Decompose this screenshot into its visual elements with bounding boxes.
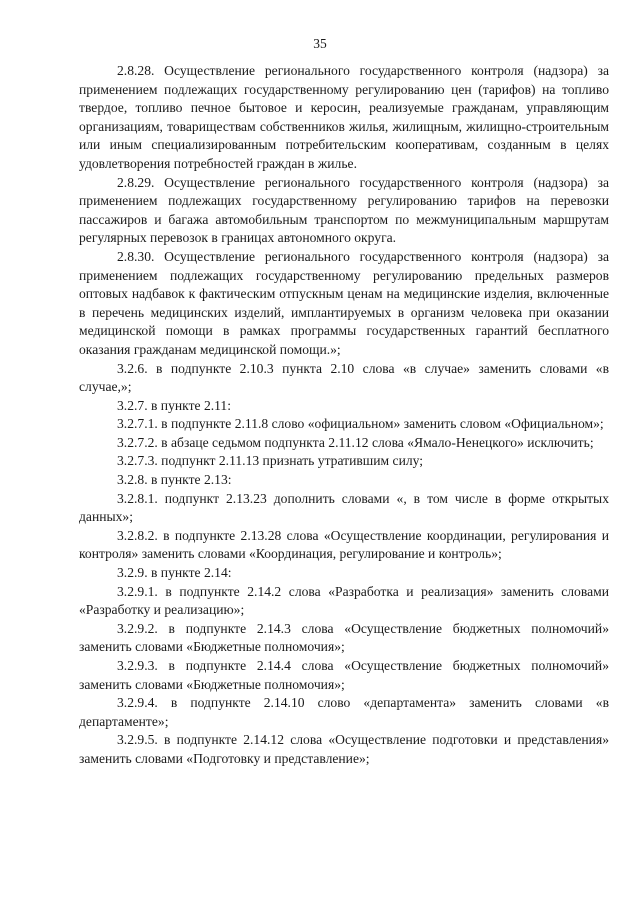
paragraph-3-2-9: 3.2.9. в пункте 2.14: bbox=[117, 565, 232, 581]
paragraph-3-2-9-3: 3.2.9.3. в подпункте 2.14.4 слова «Осуществление бюджетных полномочий» заменить словами «Бюджетные полномочия»; bbox=[79, 658, 609, 692]
paragraph-3-2-8-1: 3.2.8.1. подпункт 2.13.23 дополнить словами «, в том числе в форме открытых данных»; bbox=[79, 490, 609, 525]
paragraph-3-2-9-4: 3.2.9.4. в подпункте 2.14.10 слово «департамента» заменить словами «в департаменте»; bbox=[79, 695, 609, 729]
document-body bbox=[79, 62, 609, 769]
paragraph-3-2-9-2: 3.2.9.2. в подпункте 2.14.3 слова «Осуществление бюджетных полномочий» заменить словами «Бюджетные полномочия»; bbox=[79, 620, 609, 655]
paragraph-3-2-7-3: 3.2.7.3. подпункт 2.11.13 признать утратившим силу; bbox=[117, 453, 424, 469]
paragraph-2-8-30: 2.8.30. Осуществление регионального государственного контроля (надзора) за применением подлежащих государственному регулированию предельных размеров оптовых надбавок к фактическим отпускным ценам на медицинские изделия, включенные в перечень медицинских изделий, имплантируемых в организм человека при оказании медицинской помощи в рамках программы государственных гарантий бесплатного оказания гражданам медицинской помощи.»; bbox=[79, 248, 609, 357]
paragraph-3-2-9-5: 3.2.9.5. в подпункте 2.14.12 слова «Осуществление подготовки и представления» заменить словами «Подготовку и представление»; bbox=[79, 732, 609, 766]
paragraph-3-2-8: 3.2.8. в пункте 2.13: bbox=[117, 472, 232, 488]
paragraph-3-2-8-2: 3.2.8.2. в подпункте 2.13.28 слова «Осуществление координации, регулирования и контроля» заменить словами «Координация, регулирование и контроль»; bbox=[79, 527, 609, 562]
paragraph-2-8-28: 2.8.28. Осуществление регионального государственного контроля (надзора) за применением подлежащих государственному регулированию цен (тарифов) на топливо твердое, топливо печное бытовое и керосин, реализуемые гражданам, управляющим организациям, товариществам собственников жилья, жилищным, жилищно-строительным или иным специализированным потребительским кооперативам, созданным в целях удовлетворения потребностей граждан в жилье. bbox=[79, 63, 609, 171]
paragraph-3-2-7-2: 3.2.7.2. в абзаце седьмом подпункта 2.11.12 слова «Ямало-Ненецкого» исключить; bbox=[117, 434, 594, 450]
paragraph-3-2-9-1: 3.2.9.1. в подпункте 2.14.2 слова «Разработка и реализация» заменить словами «Разработку и реализацию»; bbox=[79, 583, 609, 618]
paragraph-2-8-29: 2.8.29. Осуществление регионального государственного контроля (надзора) за применением подлежащих государственному регулированию тарифов на перевозки пассажиров и багажа автомобильным транспортом по межмуниципальным маршрутам регулярных перевозок в границах автономного округа. bbox=[79, 174, 609, 246]
page-number: 35 bbox=[313, 36, 327, 51]
paragraph-3-2-6: 3.2.6. в подпункте 2.10.3 пункта 2.10 слова «в случае» заменить словами «в случае,»; bbox=[79, 360, 609, 395]
paragraph-3-2-7-1: 3.2.7.1. в подпункте 2.11.8 слово «официальном» заменить словом «Официальном»; bbox=[117, 416, 604, 432]
paragraph-3-2-7: 3.2.7. в пункте 2.11: bbox=[117, 397, 232, 413]
